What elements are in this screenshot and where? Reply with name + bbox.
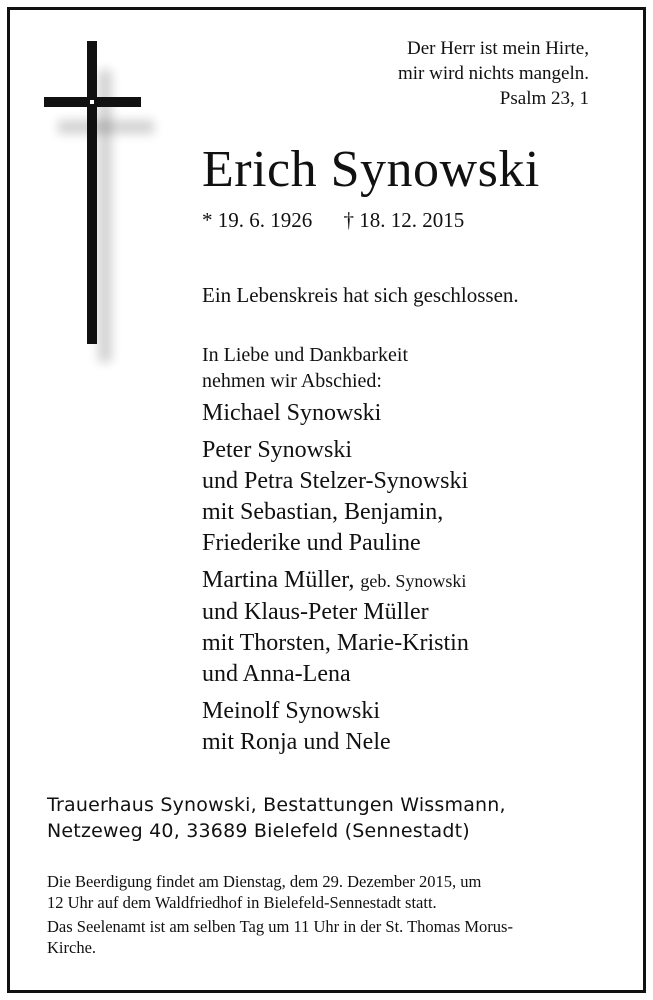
notice-line: Kirche. (47, 938, 97, 957)
mourner-line: Michael Synowski (202, 400, 382, 426)
mourner-line (202, 565, 469, 597)
notice-line: 12 Uhr auf dem Waldfriedhof in Bielefeld-Sennestadt statt. (47, 893, 437, 912)
address-line: Netzeweg 40, 33689 Bielefeld (Sennestadt) (47, 820, 470, 842)
bible-quote (398, 36, 589, 111)
mourner-line: mit Sebastian, Benjamin, (202, 499, 444, 525)
quote-line: Der Herr ist mein Hirte, (406, 38, 589, 59)
farewell-intro (202, 342, 408, 394)
address-line: Trauerhaus Synowski, Bestattungen Wissmann, (47, 794, 506, 816)
mourner-line: Peter Synowski (202, 437, 352, 463)
funeral-notice (47, 871, 607, 958)
mourning-address (47, 792, 506, 844)
mourner-line: mit Thorsten, Marie-Kristin (202, 630, 469, 656)
death-date: † 18. 12. 2015 (343, 208, 465, 232)
mourner-line: Friederike und Pauline (202, 530, 421, 556)
mourner-name: Martina Müller, (202, 567, 355, 593)
mourner-group (202, 696, 469, 758)
mourner-line: und Klaus-Peter Müller (202, 599, 429, 625)
mourner-group (202, 435, 469, 559)
birth-date: * 19. 6. 1926 (202, 208, 313, 232)
intro-line: nehmen wir Abschied: (202, 370, 382, 392)
quote-source: Psalm 23, 1 (499, 88, 589, 109)
mourner-line: und Anna-Lena (202, 661, 351, 687)
quote-line: mir wird nichts mangeln. (397, 63, 589, 84)
mourners-list (202, 398, 469, 764)
deceased-name: Erich Synowski (202, 141, 540, 198)
mourner-line: mit Ronja und Nele (202, 729, 391, 755)
mourner-line: und Petra Stelzer-Synowski (202, 468, 469, 494)
mourner-line: Meinolf Synowski (202, 698, 381, 724)
mourner-group (202, 565, 469, 690)
memorial-phrase: Ein Lebenskreis hat sich geschlossen. (202, 283, 519, 307)
notice-line: Das Seelenamt ist am selben Tag um 11 Uhr in der St. Thomas Morus- (47, 917, 513, 936)
notice-line: Die Beerdigung findet am Dienstag, dem 29. Dezember 2015, um (47, 872, 482, 891)
maiden-name: geb. Synowski (360, 571, 467, 591)
life-dates (202, 206, 464, 234)
mourner-group (202, 398, 469, 429)
intro-line: In Liebe und Dankbarkeit (202, 344, 409, 366)
